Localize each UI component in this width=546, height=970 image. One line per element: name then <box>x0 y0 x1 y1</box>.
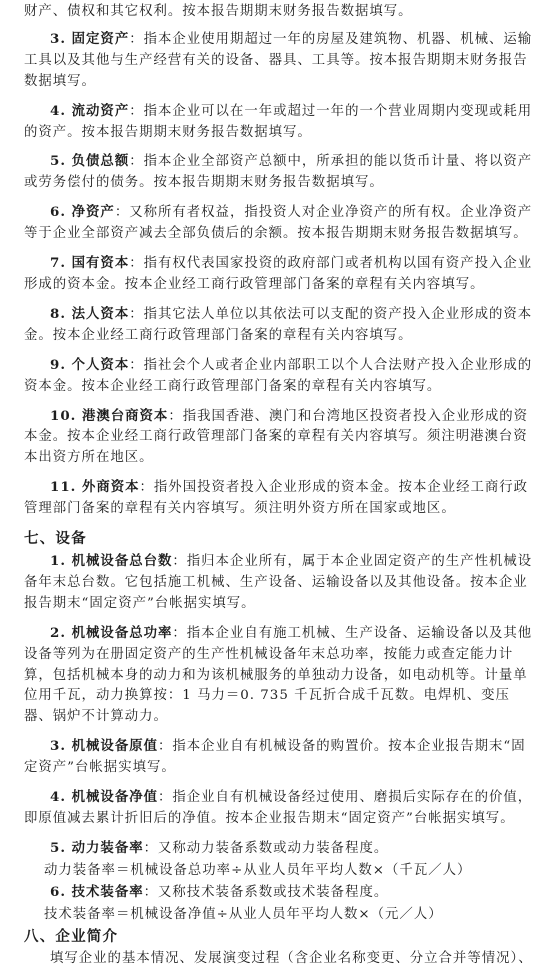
item-number: 11. <box>50 479 82 496</box>
item-hmt-capital <box>24 406 538 470</box>
item-number: 5. <box>50 839 72 856</box>
item-text: ：指本企业使用期超过一年的房屋及建筑物、机器、机械、运输工具以及其他与生产经营有关的设备、器具、工具等。按本报告期期末财务报告数据填写。 <box>24 31 533 89</box>
item-term: 法人资本 <box>71 305 130 322</box>
item-term: 净资产 <box>71 204 115 221</box>
item-text: ：指本企业自有机械设备的购置价。按本企业报告期末“固定资产”台帐据实填写。 <box>24 739 526 776</box>
item-text: ：指其它法人单位以其依法可以支配的资产投入企业形成的资本金。按本企业经工商行政管理部门备案的章程有关内容填写。 <box>24 306 533 343</box>
item-number: 3. <box>50 738 72 755</box>
item-term: 机械设备总台数 <box>71 553 173 570</box>
item-text: ：指我国香港、澳门和台湾地区投资者投入企业形成的资本金。按本企业经工商行政管理部门备案的章程有关内容填写。须注明港澳台资本出资方所在地区。 <box>24 408 529 466</box>
item-text: ：又称动力装备系数或动力装备程度。 <box>143 840 389 856</box>
item-net-assets <box>24 202 538 245</box>
item-current-assets <box>24 101 538 144</box>
item-text: ：又称技术装备系数或技术装备程度。 <box>143 884 389 900</box>
item-text: ：指企业自有机械设备经过使用、磨损后实际存在的价值，即原值减去累计折旧后的净值。按本企业报告期末“固定资产”台帐据实填写。 <box>24 790 533 826</box>
item-foreign-capital <box>24 477 538 520</box>
item-text: ：指本企业自有施工机械、生产设备、运输设备以及其他设备等列为在册固定资产的生产性机械设备年末总功率，按能力或查定能力计算，包括机械本身的动力和为该机械服务的单独动力设备，如电动机等。计量单位用千瓦，动力换算按：1 马力＝0. 735 千瓦折合成千瓦数。电焊机、变压器、锅炉不计算动力。 <box>24 625 533 725</box>
item-number: 9. <box>50 356 72 373</box>
paragraph-company-profile: 填写企业的基本情况、发展演变过程（含企业名称变更、分立合并等情况）、 <box>50 950 533 966</box>
item-text: ：指社会个人或者企业内部职工以个人合法财产投入企业形成的资本金。按本企业经工商行政管理部门备案的章程有关内容填写。 <box>24 357 533 394</box>
item-text: ：指归本企业所有，属于本企业固定资产的生产性机械设备年末总台数。它包括施工机械、生产设备、运输设备以及其他设备。按本企业报告期末“固定资产”台帐据实填写。 <box>24 554 533 611</box>
item-number: 10. <box>50 407 82 424</box>
item-number: 7. <box>50 255 72 272</box>
item-term: 机械设备原值 <box>71 738 158 755</box>
item-personal-capital <box>24 355 538 398</box>
item-number: 8. <box>50 305 72 322</box>
item-total-liabilities <box>24 151 538 194</box>
section-heading-company-profile: 八、企业简介 <box>24 927 119 945</box>
item-power-equipment-rate <box>24 838 538 860</box>
item-text: ：又称所有者权益，指投资人对企业净资产的所有权。企业净资产等于企业全部资产减去全部负债后的余额。按本报告期期末财务报告数据填写。 <box>24 205 533 242</box>
item-text: ：指本企业全部资产总额中，所承担的能以货币计量、将以资产或劳务偿付的债务。按本报告期期末财务报告数据填写。 <box>24 154 533 191</box>
item-term: 负债总额 <box>71 153 130 170</box>
item-number: 3. <box>50 30 72 47</box>
item-machinery-net-value <box>24 787 538 830</box>
item-machinery-count <box>24 551 538 615</box>
item-legal-person-capital <box>24 304 538 347</box>
item-number: 4. <box>50 102 72 119</box>
item-term: 机械设备净值 <box>71 789 158 806</box>
item-number: 6. <box>50 204 72 221</box>
item-term: 港澳台商资本 <box>81 407 169 424</box>
formula-power-equipment-rate: 动力装备率＝机械设备总功率÷从业人员年平均人数×（千瓦／人） <box>44 862 472 878</box>
item-technical-equipment-rate <box>24 882 538 904</box>
formula-technical-equipment-rate: 技术装备率＝机械设备净值÷从业人员年平均人数×（元／人） <box>44 906 443 922</box>
item-number: 1. <box>50 553 72 570</box>
section-heading-equipment: 七、设备 <box>24 530 87 548</box>
item-term: 个人资本 <box>71 356 130 373</box>
item-machinery-original-value <box>24 736 538 779</box>
item-term: 外商资本 <box>81 479 140 496</box>
item-term: 机械设备总功率 <box>71 624 173 641</box>
item-state-capital <box>24 253 538 296</box>
item-text: ：指本企业可以在一年或超过一年的一个营业周期内变现或耗用的资产。按本报告期期末财务报告数据填写。 <box>24 103 533 140</box>
item-number: 4. <box>50 789 72 806</box>
item-text: ：指有权代表国家投资的政府部门或者机构以国有资产投入企业形成的资本金。按本企业经工商行政管理部门备案的章程有关内容填写。 <box>24 256 533 292</box>
item-number: 2. <box>50 624 72 641</box>
item-term: 技术装备率 <box>71 883 144 900</box>
item-machinery-power <box>24 623 538 729</box>
item-number: 6. <box>50 883 72 900</box>
paragraph-continuation: 财产、债权和其它权利。按本报告期期末财务报告数据填写。 <box>24 4 413 19</box>
item-term: 动力装备率 <box>71 839 144 856</box>
item-fixed-assets <box>24 29 538 93</box>
item-term: 固定资产 <box>71 30 130 47</box>
item-term: 国有资本 <box>71 255 130 272</box>
item-number: 5. <box>50 153 72 170</box>
item-text: ：指外国投资者投入企业形成的资本金。按本企业经工商行政管理部门备案的章程有关内容填写。须注明外资方所在国家或地区。 <box>24 480 529 517</box>
item-term: 流动资产 <box>71 102 130 119</box>
